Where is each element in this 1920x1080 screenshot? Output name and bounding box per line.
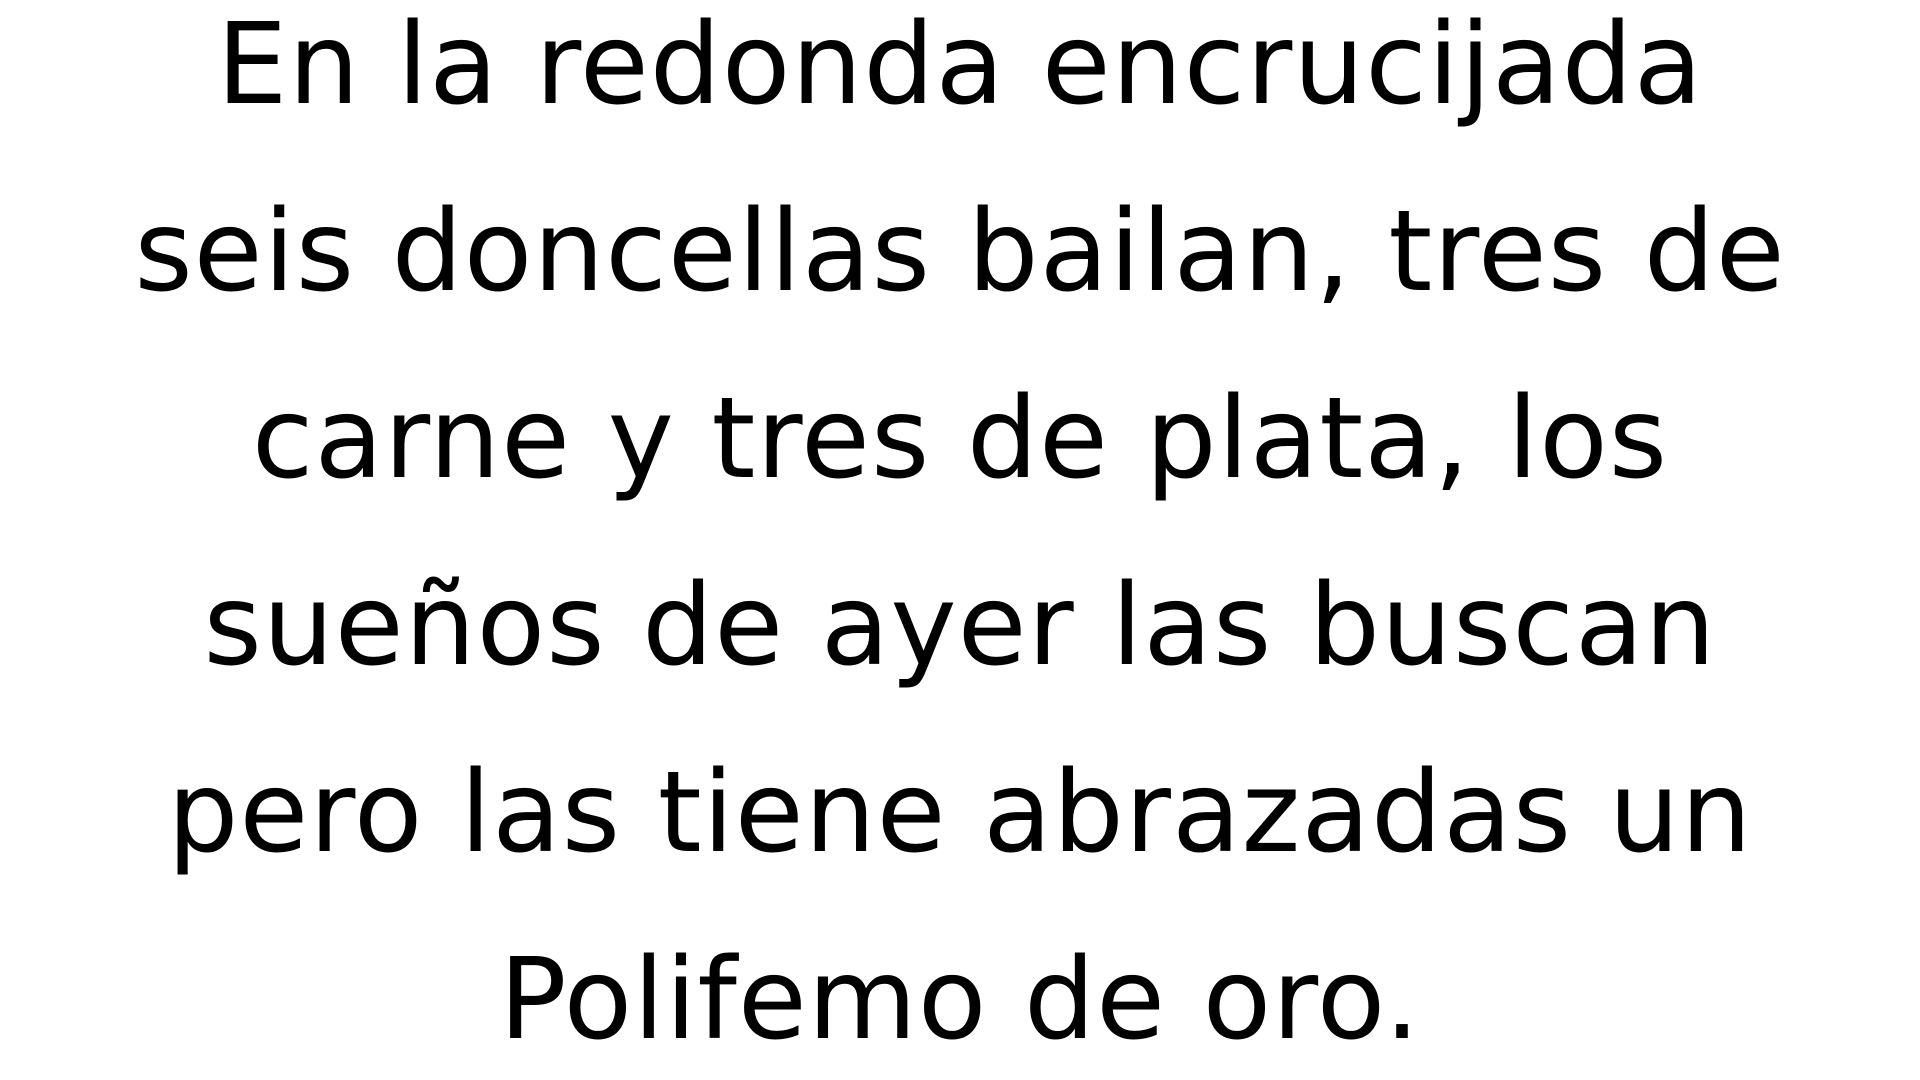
poem-line-4: sueños de ayer las buscan xyxy=(203,561,1717,691)
poem-line-3: carne y tres de plata, los xyxy=(251,374,1669,504)
poem-line-2: seis doncellas bailan, tres de xyxy=(134,187,1786,317)
poem-line-6: Polifemo de oro. xyxy=(499,935,1421,1065)
poem-line-1: En la redonda encrucijada xyxy=(216,0,1704,130)
poem-line-5: pero las tiene abrazadas un xyxy=(167,748,1753,878)
